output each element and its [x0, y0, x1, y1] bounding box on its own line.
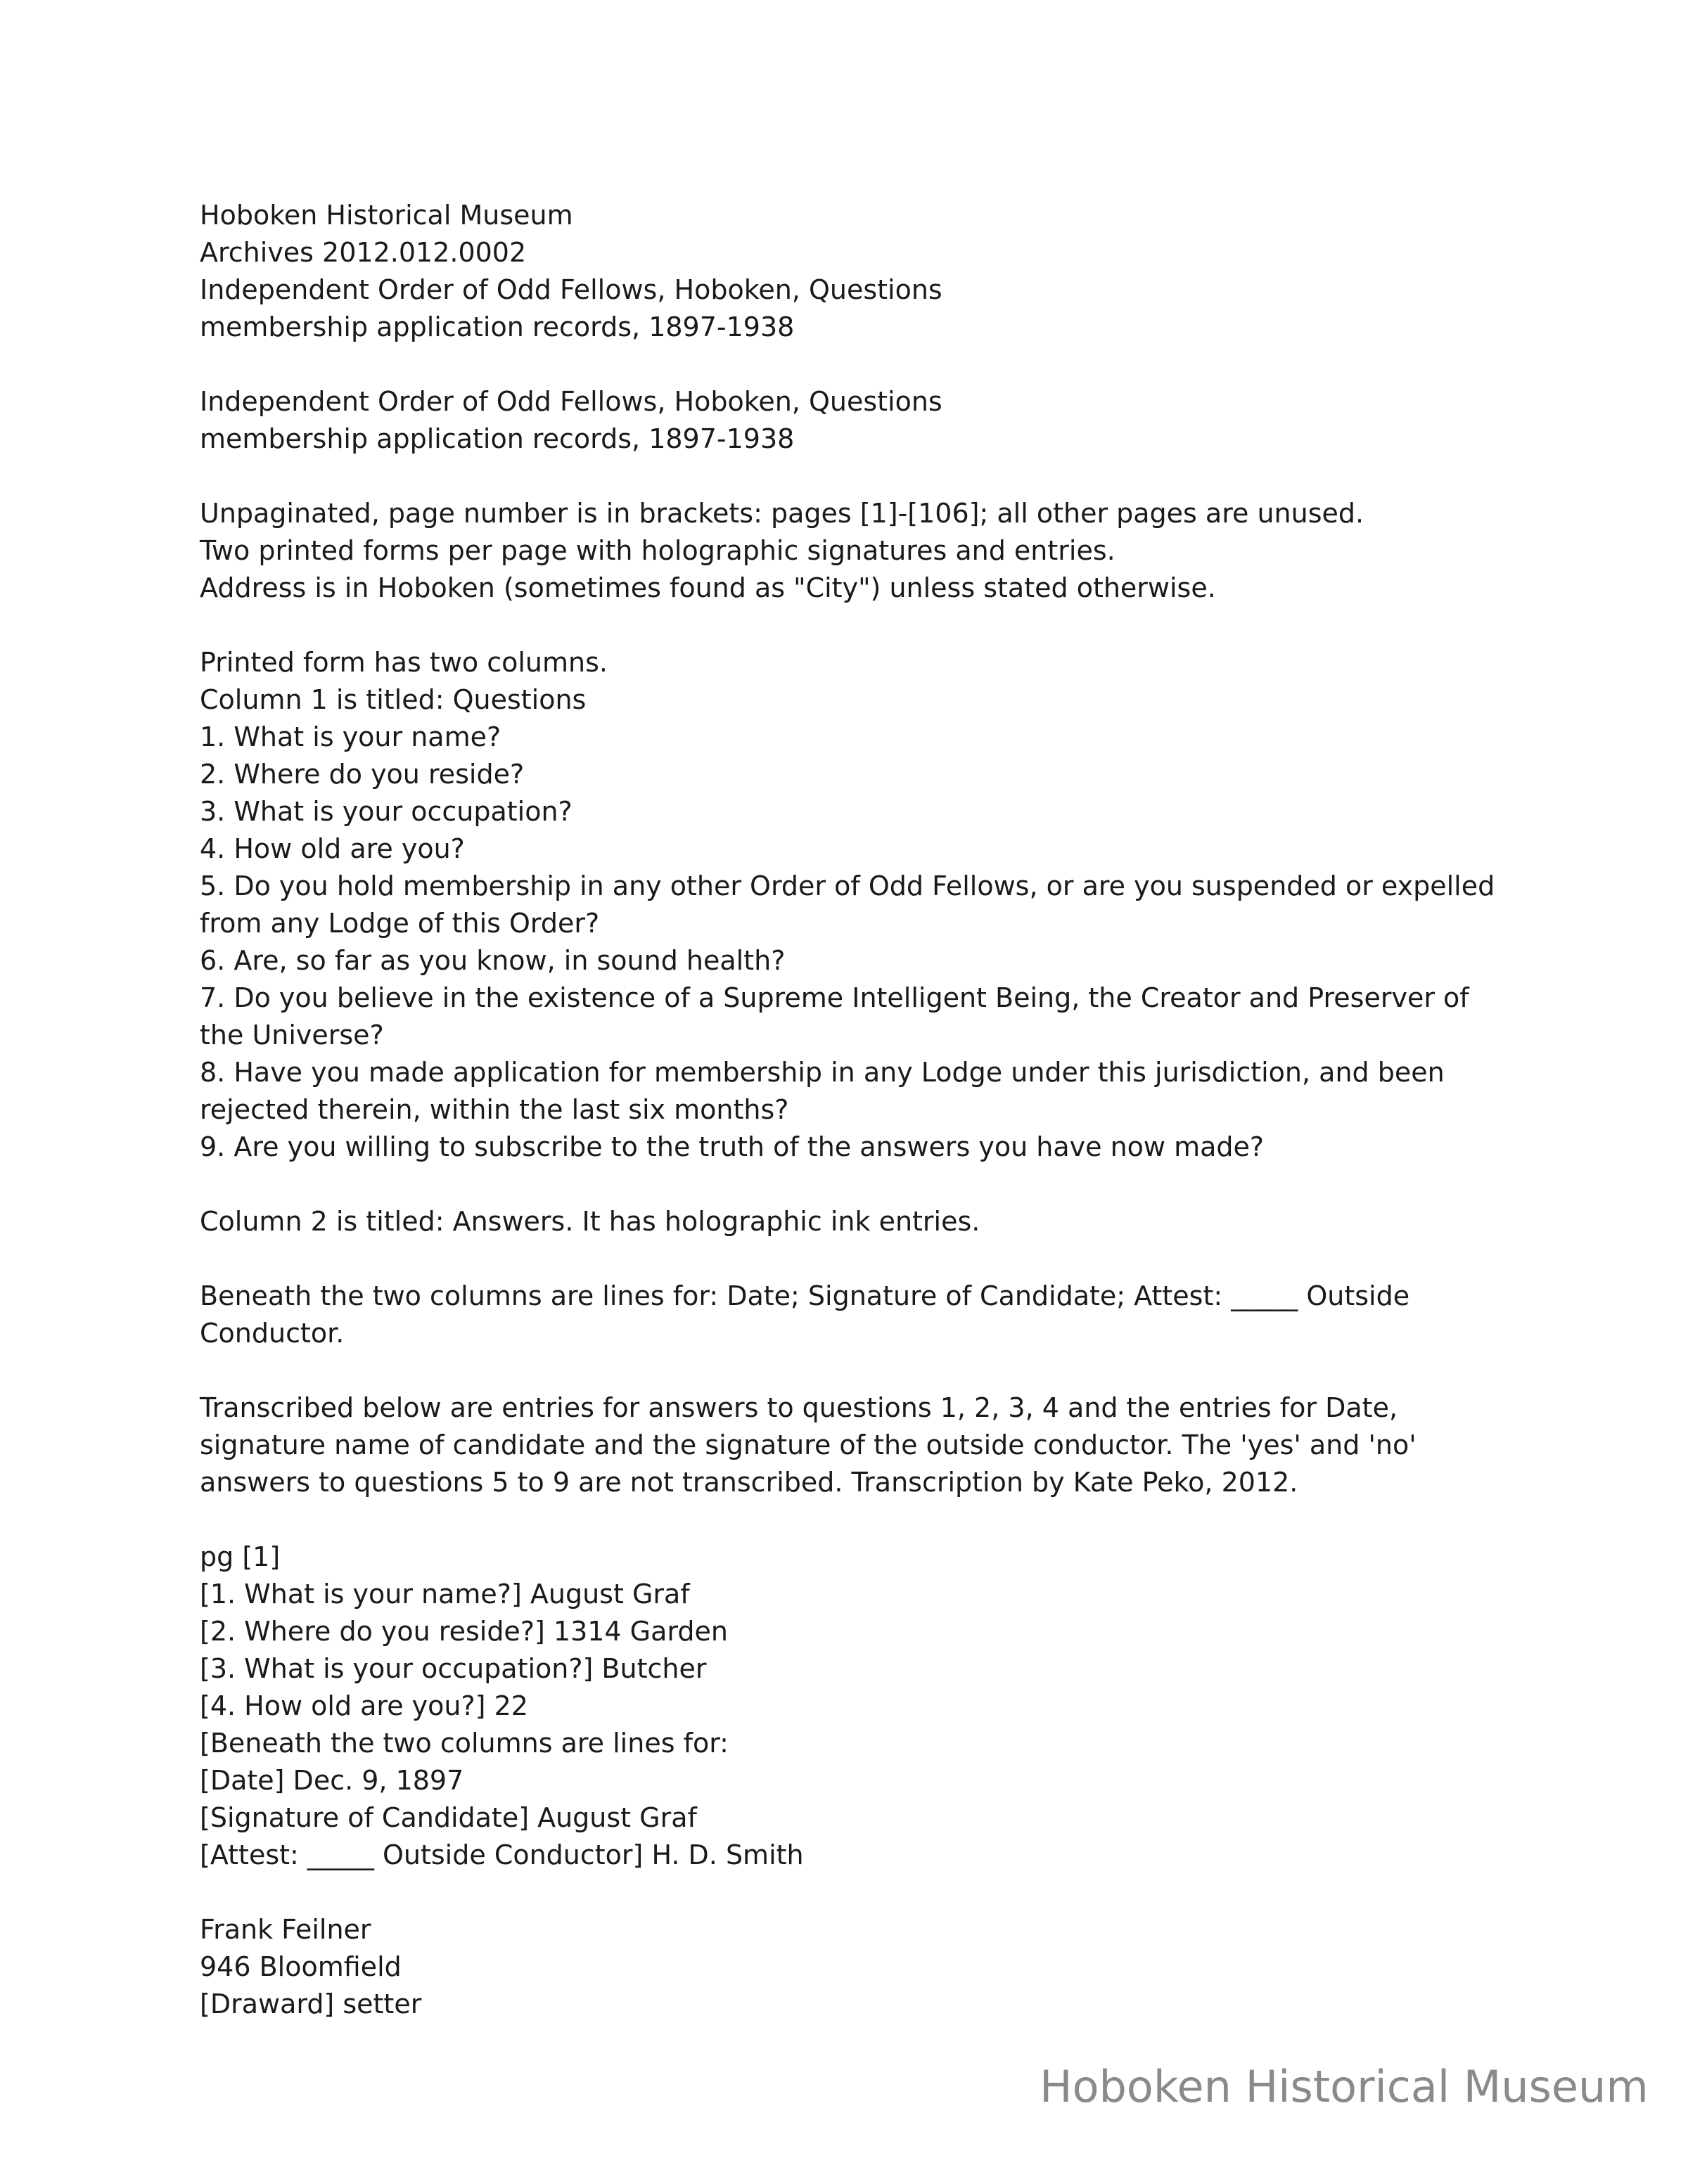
archive-id: Archives 2012.012.0002: [200, 237, 527, 268]
question-item: 6. Are, so far as you know, in sound health?: [200, 945, 786, 976]
title-repeat-line1: Independent Order of Odd Fellows, Hoboken, Questions: [200, 386, 942, 417]
column2-block: [200, 1203, 1508, 1240]
entry-occupation: [Draward] setter: [200, 1989, 422, 2019]
notes-block: [200, 495, 1508, 607]
entry-signature: [Signature of Candidate] August Graf: [200, 1802, 697, 1833]
question-item: 5. Do you hold membership in any other Order of Odd Fellows, or are you suspended or expelled from any Lodge of this Order?: [200, 871, 1504, 939]
collection-title-line1: Independent Order of Odd Fellows, Hoboken, Questions: [200, 274, 942, 305]
entry-block: [200, 1539, 1508, 1874]
beneath-lines-note: Beneath the two columns are lines for: Date; Signature of Candidate; Attest: _____ Outside Conductor.: [200, 1280, 1419, 1349]
entry-date: [Date] Dec. 9, 1897: [200, 1765, 464, 1796]
form-description-block: [200, 644, 1508, 1166]
entry-block: [200, 1911, 1508, 2023]
header-block: [200, 197, 1508, 346]
museum-name: Hoboken Historical Museum: [200, 200, 573, 231]
question-item: 4. How old are you?: [200, 833, 465, 864]
transcription-note: Transcribed below are entries for answers to questions 1, 2, 3, 4 and the entries for Date, signature name of candidate and the signature of the outside conductor. The 'yes' and 'no' answers to questions 5 to 9 are not transcribed. Transcription by Kate Peko, 2012.: [200, 1392, 1425, 1498]
entry-address: 946 Bloomfield: [200, 1951, 402, 1982]
beneath-block: [200, 1278, 1508, 1352]
entry-beneath: [Beneath the two columns are lines for:: [200, 1728, 729, 1759]
question-item: 1. What is your name?: [200, 721, 501, 752]
address-note: Address is in Hoboken (sometimes found as "City") unless stated otherwise.: [200, 572, 1216, 603]
question-item: 9. Are you willing to subscribe to the truth of the answers you have now made?: [200, 1131, 1265, 1162]
question-item: 3. What is your occupation?: [200, 796, 573, 827]
collection-title-line2: membership application records, 1897-1938: [200, 311, 795, 342]
forms-note: Two printed forms per page with holographic signatures and entries.: [200, 535, 1115, 566]
transcription-block: [200, 1389, 1508, 1501]
question-item: 8. Have you made application for membership in any Lodge under this jurisdiction, and been rejected therein, within the last six months?: [200, 1057, 1453, 1125]
entry-age: [4. How old are you?] 22: [200, 1690, 528, 1721]
museum-watermark: Hoboken Historical Museum: [1040, 2061, 1649, 2112]
document-page: [200, 197, 1508, 2060]
entry-name: Frank Feilner: [200, 1914, 371, 1945]
form-intro: Printed form has two columns.: [200, 647, 608, 678]
page-number: pg [1]: [200, 1541, 281, 1572]
entry-attest: [Attest: _____ Outside Conductor] H. D. Smith: [200, 1839, 804, 1870]
column2-title: Column 2 is titled: Answers. It has holographic ink entries.: [200, 1206, 980, 1237]
title-repeat-line2: membership application records, 1897-1938: [200, 423, 795, 454]
entry-name: [1. What is your name?] August Graf: [200, 1579, 690, 1610]
entry-residence: [2. Where do you reside?] 1314 Garden: [200, 1616, 728, 1647]
question-item: 2. Where do you reside?: [200, 759, 525, 790]
title-repeat-block: [200, 383, 1508, 458]
column1-title: Column 1 is titled: Questions: [200, 684, 587, 715]
question-item: 7. Do you believe in the existence of a Supreme Intelligent Being, the Creator and Preserver of the Universe?: [200, 982, 1478, 1051]
entry-occupation: [3. What is your occupation?] Butcher: [200, 1653, 707, 1684]
pagination-note: Unpaginated, page number is in brackets: pages [1]-[106]; all other pages are unused.: [200, 498, 1364, 529]
